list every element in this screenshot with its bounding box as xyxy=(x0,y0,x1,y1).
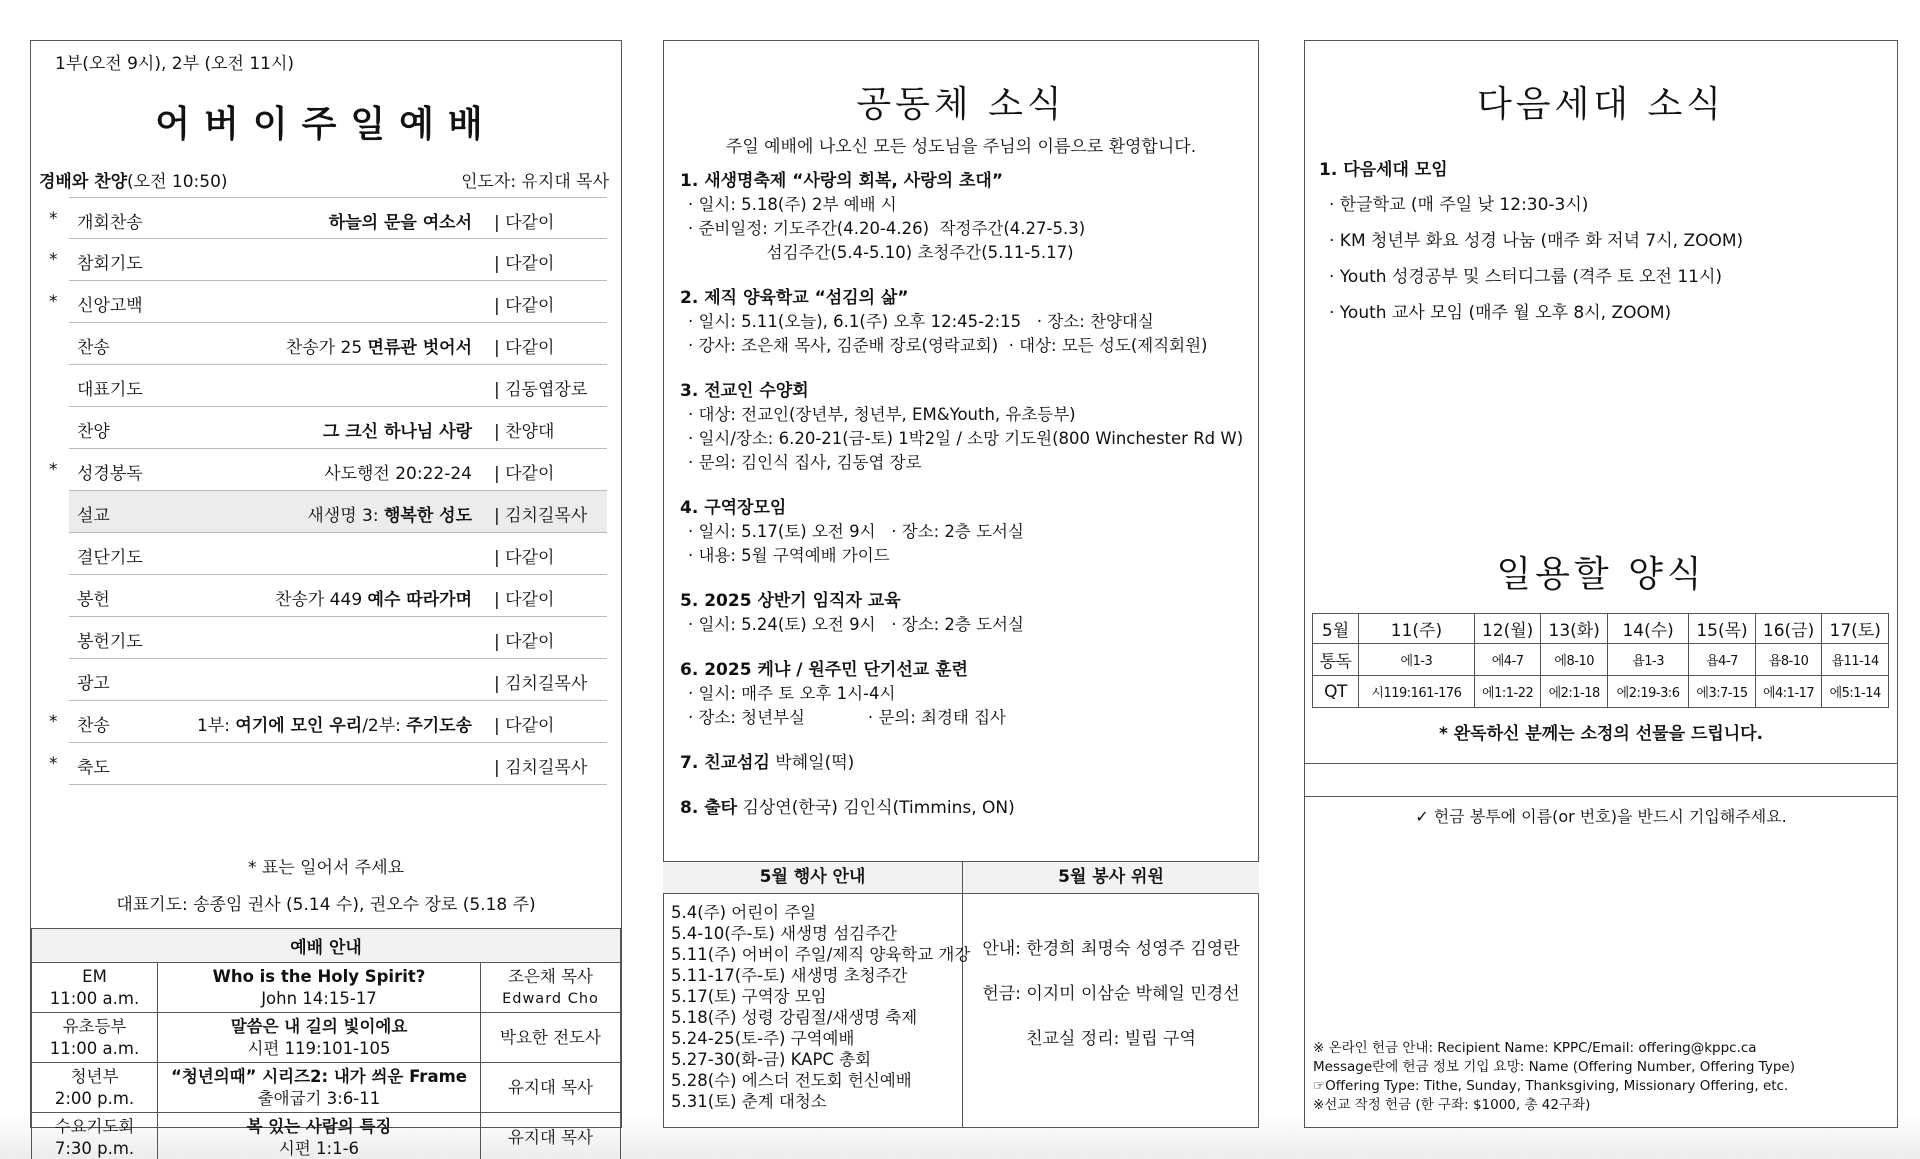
event-item: 5.11-17(주-토) 새생명 초청주간 xyxy=(671,966,908,985)
volunteer-item: 친교실 정리: 빌립 구역 xyxy=(1026,1029,1196,1049)
next-generation-item: · 한글학교 (매 주일 낮 12:30-3시) xyxy=(1329,195,1589,215)
order-item-detail xyxy=(307,501,472,526)
order-item-leader: | 찬양대 xyxy=(494,422,555,442)
news-heading-bold: 7. 친교섬김 xyxy=(680,753,770,773)
welcome-text: 주일 예배에 나오신 모든 성도님을 주님의 이름으로 환영합니다. xyxy=(725,137,1197,157)
news-line: · 일시/장소: 6.20-21(금-토) 1박2일 / 소망 기도원(800 Winchester Rd W) xyxy=(688,429,1244,448)
sermon-title: Who is the Holy Spirit? xyxy=(212,966,426,986)
news-heading xyxy=(680,589,1250,613)
news-line: · 준비일정: 기도주간(4.20-4.26) 작정주간(4.27-5.3) xyxy=(688,219,1086,238)
order-row xyxy=(69,365,607,407)
order-item-detail xyxy=(323,417,472,442)
reading-cell: 욥4-7 xyxy=(1689,644,1756,676)
worship-time: (오전 10:50) xyxy=(127,172,228,192)
service-row xyxy=(32,1113,621,1159)
news-line: · 대상: 전교인(장년부, 청년부, EM&Youth, 유초등부) xyxy=(688,405,1076,424)
news-item xyxy=(680,286,1250,358)
order-of-service xyxy=(31,197,607,785)
reading-cell: 욥11-14 xyxy=(1822,644,1889,676)
reading-cell: 에2:19-3:6 xyxy=(1607,676,1688,708)
volunteers-column xyxy=(963,862,1259,1128)
service-speaker xyxy=(481,1063,621,1113)
order-item-name: 신앙고백 xyxy=(77,296,143,316)
volunteers-list xyxy=(963,894,1259,1069)
news-heading xyxy=(680,796,1250,820)
detail-bold: 주기도송 xyxy=(406,716,472,736)
news-line: · 일시: 5.18(주) 2부 예배 시 xyxy=(688,195,897,214)
worship-leader: 인도자: 유지대 목사 xyxy=(461,172,609,192)
speaker-name: 박요한 전도사 xyxy=(500,1027,601,1047)
online-info-line: Message란에 헌금 정보 기입 요망: Name (Offering Number, Offering Type) xyxy=(1313,1059,1795,1075)
order-item-name: 설교 xyxy=(77,506,110,526)
service-row xyxy=(32,1063,621,1113)
reading-cell: 에4-7 xyxy=(1474,644,1541,676)
online-info-line: ※ 온라인 헌금 안내: Recipient Name: KPPC/Email: offering@kppc.ca xyxy=(1313,1040,1757,1056)
news-heading-bold: 2. 제직 양육학교 “섬김의 삶” xyxy=(680,288,909,308)
order-item-leader: | 다같이 xyxy=(494,254,555,274)
order-item-detail xyxy=(197,711,472,736)
news-item xyxy=(680,589,1250,637)
order-item-leader: | 김동엽장로 xyxy=(494,380,588,400)
service-info-table xyxy=(31,928,621,1159)
news-line: · 장소: 청년부실 · 문의: 최경태 집사 xyxy=(688,708,1006,727)
detail-bold: 여기에 모인 우리 xyxy=(235,716,363,736)
reading-month: 5월 xyxy=(1313,614,1359,644)
reading-day: 14(수) xyxy=(1607,614,1688,644)
service-row xyxy=(32,1013,621,1063)
order-row xyxy=(69,533,607,575)
service-name-time xyxy=(32,1113,158,1159)
order-item-name: 찬송 xyxy=(77,338,110,358)
service-name-time xyxy=(32,963,158,1013)
event-item: 5.17(토) 구역장 모임 xyxy=(671,987,827,1006)
sermon-passage: 시편 1:1-6 xyxy=(278,1138,360,1158)
detail-plain: /2부: xyxy=(362,716,407,736)
reading-day: 13(화) xyxy=(1541,614,1608,644)
event-item: 5.28(수) 에스더 전도회 헌신예배 xyxy=(671,1071,912,1090)
news-line: · 일시: 5.17(토) 오전 9시 · 장소: 2층 도서실 xyxy=(688,522,1024,541)
sermon-title: 복 있는 사람의 특징 xyxy=(246,1116,392,1136)
reading-row xyxy=(1313,676,1889,708)
reading-cell: 시119:161-176 xyxy=(1359,676,1475,708)
news-item xyxy=(680,658,1250,730)
news-heading xyxy=(680,751,1250,775)
speaker-name-en: Edward Cho xyxy=(502,990,599,1007)
news-item xyxy=(680,751,1250,775)
detail-bold: 행복한 성도 xyxy=(383,506,472,526)
stand-marker: * xyxy=(49,209,58,229)
next-generation-item: · Youth 교사 모임 (매주 월 오후 8시, ZOOM) xyxy=(1329,303,1672,323)
news-heading-bold: 8. 출타 xyxy=(680,798,738,818)
reading-day: 15(목) xyxy=(1689,614,1756,644)
order-item-detail xyxy=(324,459,472,484)
order-row xyxy=(49,197,607,239)
news-line: · 내용: 5월 구역예배 가이드 xyxy=(688,546,890,565)
events-column xyxy=(663,862,971,1128)
stand-marker: * xyxy=(49,250,58,270)
order-item-detail xyxy=(275,585,472,610)
daily-bread-title: 일용할 양식 xyxy=(1496,554,1706,595)
service-name: 유초등부 xyxy=(62,1016,127,1036)
online-offering-info xyxy=(1313,1039,1795,1115)
divider xyxy=(1305,763,1897,764)
news-item xyxy=(680,169,1250,265)
order-item-name: 찬송 xyxy=(77,716,110,736)
reading-row xyxy=(1313,644,1889,676)
order-row xyxy=(49,239,607,281)
news-heading-plain: 김상연(한국) 김인식(Timmins, ON) xyxy=(737,798,1015,818)
news-item xyxy=(680,379,1250,475)
order-item-leader: | 다같이 xyxy=(494,213,555,233)
order-item-name: 축도 xyxy=(77,758,110,778)
order-item-name: 봉헌기도 xyxy=(77,632,143,652)
next-generation-item: · Youth 성경공부 및 스터디그룹 (격주 토 오전 11시) xyxy=(1329,267,1723,287)
reading-cell: 욥8-10 xyxy=(1755,644,1822,676)
order-row xyxy=(69,659,607,701)
order-item-name: 찬양 xyxy=(77,422,110,442)
service-row xyxy=(32,963,621,1013)
stand-marker: * xyxy=(49,460,58,480)
next-generation-item: · KM 청년부 화요 성경 나눔 (매주 화 저녁 7시, ZOOM) xyxy=(1329,231,1744,251)
service-time: 7:30 p.m. xyxy=(54,1138,135,1158)
event-item: 5.18(주) 성령 강림절/새생명 축제 xyxy=(671,1008,918,1027)
service-name-time xyxy=(32,1063,158,1113)
reading-cell: 에4:1-17 xyxy=(1755,676,1822,708)
service-time: 11:00 a.m. xyxy=(49,988,140,1008)
detail-plain: 사도행전 20:22-24 xyxy=(324,464,472,484)
event-item: 5.4(주) 어린이 주일 xyxy=(671,903,817,922)
speaker-name: 조은채 목사 xyxy=(508,966,593,986)
order-item-leader: | 다같이 xyxy=(494,338,555,358)
speaker-name: 유지대 목사 xyxy=(508,1077,593,1097)
order-item-leader: | 다같이 xyxy=(494,716,555,736)
order-item-leader: | 김치길목사 xyxy=(494,506,588,526)
detail-plain: 1부: xyxy=(197,716,236,736)
order-row xyxy=(49,281,607,323)
news-item xyxy=(680,796,1250,820)
order-item-name: 결단기도 xyxy=(77,548,143,568)
events-header: 5월 행사 안내 xyxy=(663,862,962,894)
reading-row-label: 통독 xyxy=(1313,644,1359,676)
news-heading-bold: 5. 2025 상반기 임직자 교육 xyxy=(680,591,901,611)
order-item-name: 광고 xyxy=(77,674,110,694)
event-item: 5.27-30(화-금) KAPC 총회 xyxy=(671,1050,872,1069)
reading-cell: 에5:1-14 xyxy=(1822,676,1889,708)
service-speaker xyxy=(481,963,621,1013)
worship-order-panel xyxy=(30,40,622,1158)
reading-day: 16(금) xyxy=(1755,614,1822,644)
stand-marker: * xyxy=(49,292,58,312)
volunteer-item: 안내: 한경희 최명숙 성영주 김영란 xyxy=(982,939,1240,959)
reading-cell: 에3:7-15 xyxy=(1689,676,1756,708)
news-heading xyxy=(680,379,1250,403)
worship-header xyxy=(39,167,609,192)
news-list xyxy=(680,169,1250,841)
order-item-name: 참회기도 xyxy=(77,254,143,274)
order-item-leader: | 다같이 xyxy=(494,548,555,568)
prayer-note: 대표기도: 송종임 권사 (5.14 수), 권오수 장로 (5.18 주) xyxy=(116,895,536,915)
sermon-title: “청년의때” 시리즈2: 내가 씌운 Frame xyxy=(171,1066,467,1086)
stand-marker: * xyxy=(49,754,58,774)
volunteers-header: 5월 봉사 위원 xyxy=(963,862,1259,894)
service-speaker xyxy=(481,1113,621,1159)
worship-label: 경배와 찬양 xyxy=(39,172,128,192)
worship-label-group xyxy=(39,167,228,192)
detail-bold: 그 크신 하나님 사랑 xyxy=(322,422,472,442)
order-item-name: 성경봉독 xyxy=(77,464,143,484)
page-title: 어버이주일예배 xyxy=(155,104,497,145)
order-item-name: 봉헌 xyxy=(77,590,110,610)
news-line: · 일시: 5.24(토) 오전 9시 · 장소: 2층 도서실 xyxy=(688,615,1024,634)
order-item-detail xyxy=(329,208,472,233)
detail-bold: 하늘의 문을 여소서 xyxy=(328,213,472,233)
detail-plain: 찬송가 449 xyxy=(275,590,368,610)
news-heading-bold: 4. 구역장모임 xyxy=(680,498,787,518)
reading-day: 17(토) xyxy=(1822,614,1889,644)
service-name: 수요기도회 xyxy=(54,1116,135,1136)
sermon-passage: 출애굽기 3:6-11 xyxy=(257,1088,381,1108)
sermon-passage: John 14:15-17 xyxy=(261,988,377,1008)
news-line: · 일시: 매주 토 오후 1시-4시 xyxy=(688,684,896,703)
order-item-leader: | 다같이 xyxy=(494,464,555,484)
reading-plan-table xyxy=(1312,613,1889,708)
reading-row-label: QT xyxy=(1313,676,1359,708)
envelope-note: ✓ 헌금 봉투에 이름(or 번호)을 반드시 기입해주세요. xyxy=(1415,807,1787,826)
service-times: 1부(오전 9시), 2부 (오전 11시) xyxy=(55,54,295,74)
gift-note: * 완독하신 분께는 소정의 선물을 드립니다. xyxy=(1438,724,1764,744)
service-info-header: 예배 안내 xyxy=(32,929,621,963)
next-generation-title: 다음세대 소식 xyxy=(1476,84,1726,125)
events-volunteers-box xyxy=(663,861,1259,1128)
volunteer-item: 헌금: 이지미 이삼순 박혜일 민경선 xyxy=(982,984,1240,1004)
service-speaker xyxy=(481,1013,621,1063)
news-heading xyxy=(680,658,1250,682)
speaker-name: 유지대 목사 xyxy=(508,1127,593,1147)
reading-day: 12(월) xyxy=(1474,614,1541,644)
news-item xyxy=(680,496,1250,568)
next-generation-list xyxy=(1329,190,1743,334)
service-sermon xyxy=(158,1113,481,1159)
community-news-title: 공동체 소식 xyxy=(856,84,1066,125)
order-row xyxy=(49,743,607,785)
news-heading xyxy=(680,286,1250,310)
online-info-line: ☞Offering Type: Tithe, Sunday, Thanksgiving, Missionary Offering, etc. xyxy=(1313,1078,1789,1094)
order-row xyxy=(69,575,607,617)
order-item-name: 개회찬송 xyxy=(77,213,143,233)
order-row xyxy=(69,323,607,365)
service-sermon xyxy=(158,1013,481,1063)
stand-note: * 표는 일어서 주세요 xyxy=(247,858,405,878)
event-item: 5.11(주) 어버이 주일/제직 양육학교 개강 xyxy=(671,945,971,964)
service-time: 2:00 p.m. xyxy=(54,1088,135,1108)
service-name-time xyxy=(32,1013,158,1063)
news-heading xyxy=(680,496,1250,520)
order-row xyxy=(49,701,607,743)
event-item: 5.24-25(토-주) 구역예배 xyxy=(671,1029,855,1048)
reading-day: 11(주) xyxy=(1359,614,1475,644)
order-item-leader: | 다같이 xyxy=(494,296,555,316)
detail-bold: 면류관 벗어서 xyxy=(367,338,472,358)
service-sermon xyxy=(158,1063,481,1113)
service-name: 청년부 xyxy=(70,1066,119,1086)
news-heading-bold: 6. 2025 케냐 / 원주민 단기선교 훈련 xyxy=(680,660,968,680)
community-news-panel xyxy=(663,40,1259,1128)
reading-cell: 에8-10 xyxy=(1541,644,1608,676)
news-heading-bold: 3. 전교인 수양회 xyxy=(680,381,809,401)
news-heading-bold: 1. 새생명축제 “사랑의 회복, 사랑의 초대” xyxy=(680,171,1004,191)
news-line: 섬김주간(5.4-5.10) 초청주간(5.11-5.17) xyxy=(688,243,1074,262)
stand-marker: * xyxy=(49,712,58,732)
news-heading-plain: 박혜일(떡) xyxy=(769,753,855,773)
order-row xyxy=(69,617,607,659)
news-line: · 일시: 5.11(오늘), 6.1(주) 오후 12:45-2:15 · 장소: 찬양대실 xyxy=(688,312,1154,331)
service-time: 11:00 a.m. xyxy=(49,1038,140,1058)
event-item: 5.31(토) 춘계 대청소 xyxy=(671,1092,827,1111)
reading-cell: 에1-3 xyxy=(1359,644,1475,676)
reading-cell: 에1:1-22 xyxy=(1474,676,1541,708)
divider xyxy=(1305,796,1897,797)
service-sermon xyxy=(158,963,481,1013)
detail-plain: 찬송가 25 xyxy=(285,338,368,358)
reading-cell: 욥1-3 xyxy=(1607,644,1688,676)
order-row xyxy=(49,449,607,491)
order-row xyxy=(69,491,607,533)
events-list xyxy=(663,894,971,1120)
detail-plain: 새생명 3: xyxy=(307,506,384,526)
next-generation-heading: 1. 다음세대 모임 xyxy=(1319,160,1448,180)
event-item: 5.4-10(주-토) 새생명 섬김주간 xyxy=(671,924,897,943)
next-generation-panel xyxy=(1304,40,1898,1128)
detail-bold: 예수 따라가며 xyxy=(367,590,472,610)
sermon-passage: 시편 119:101-105 xyxy=(247,1038,391,1058)
reading-cell: 에2:1-18 xyxy=(1541,676,1608,708)
sermon-title: 말씀은 내 길의 빛이에요 xyxy=(230,1016,408,1036)
reading-header-row xyxy=(1313,614,1889,644)
order-row xyxy=(69,407,607,449)
order-item-leader: | 김치길목사 xyxy=(494,674,588,694)
news-line: · 강사: 조은채 목사, 김준배 장로(영락교회) · 대상: 모든 성도(제직회원) xyxy=(688,336,1208,355)
news-line: · 문의: 김인식 집사, 김동엽 장로 xyxy=(688,453,922,472)
order-item-leader: | 다같이 xyxy=(494,590,555,610)
order-item-leader: | 다같이 xyxy=(494,632,555,652)
order-item-detail xyxy=(286,333,472,358)
online-info-line: ※선교 작정 헌금 (한 구좌: $1000, 총 42구좌) xyxy=(1313,1097,1591,1113)
order-item-leader: | 김치길목사 xyxy=(494,758,588,778)
service-name: EM xyxy=(82,966,107,986)
news-heading xyxy=(680,169,1250,193)
order-item-name: 대표기도 xyxy=(77,380,143,400)
